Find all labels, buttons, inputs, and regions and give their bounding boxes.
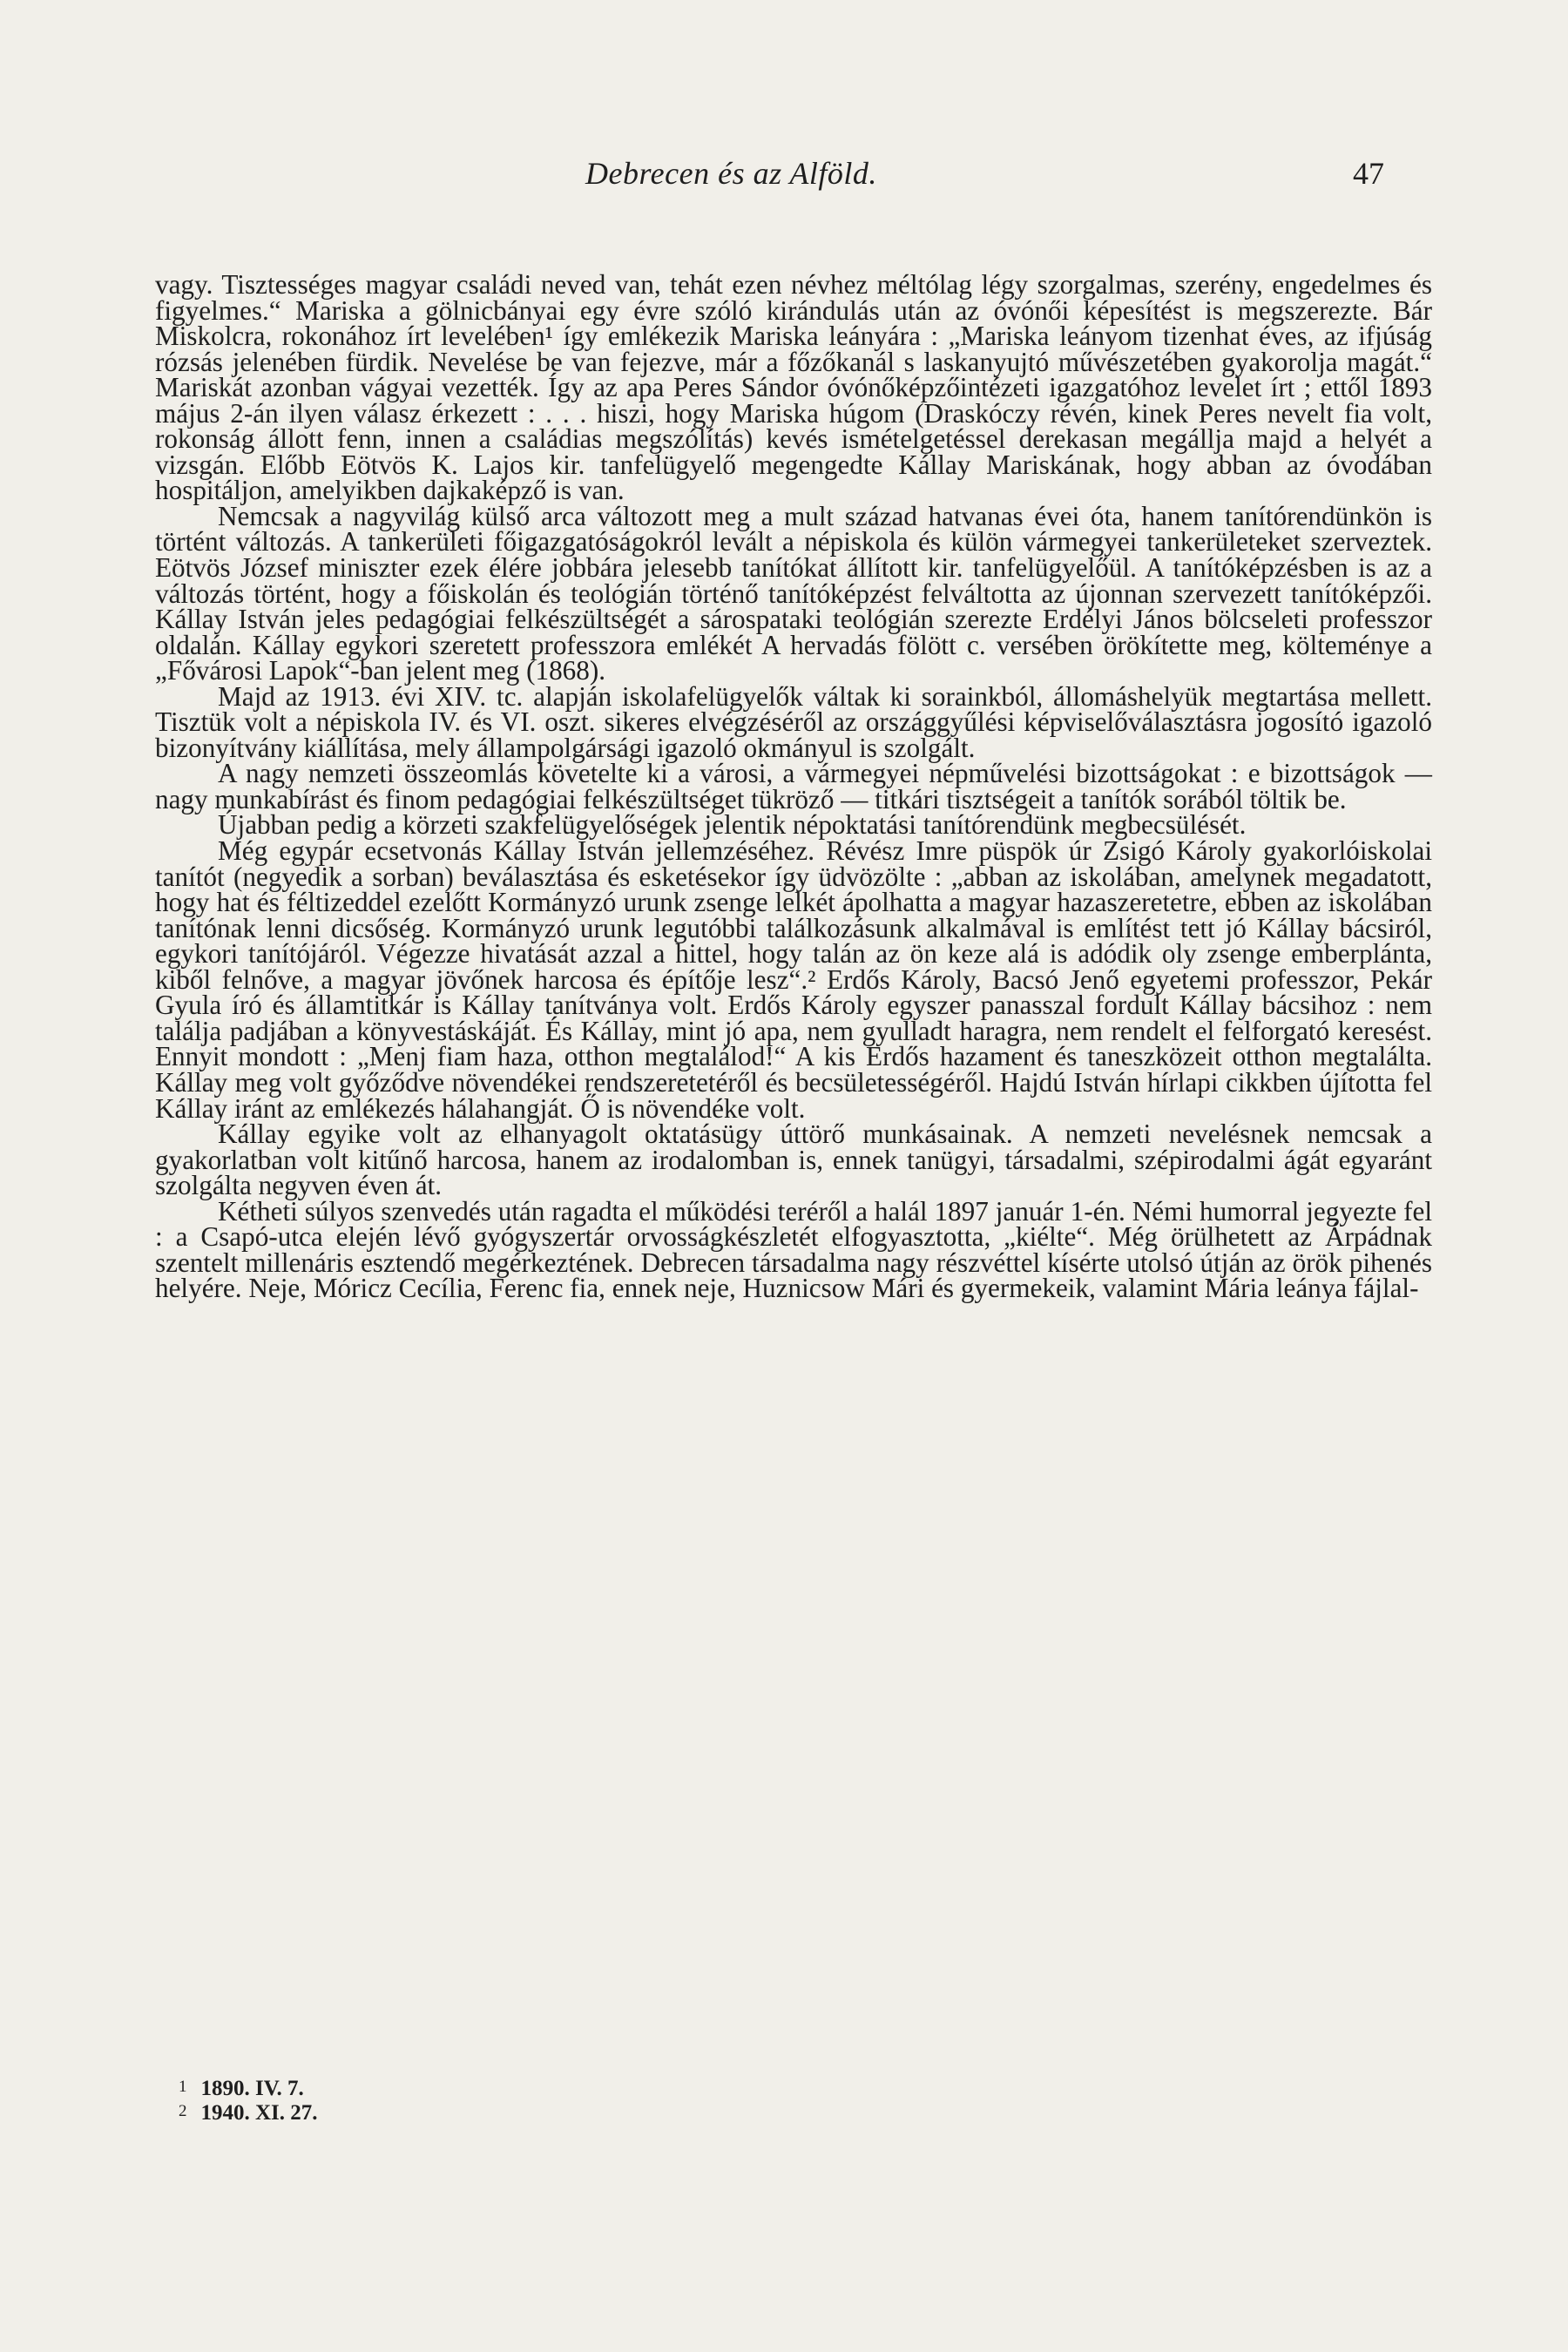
- paragraph-4: A nagy nemzeti összeomlás követelte ki a városi, a vármegyei népművelési bizottságokat : e bizottságok — nagy munkabírást és finom pedagógiai felkészültséget tükröző — titkári tisztségeit a tanítók sorából töltik be.: [155, 758, 1432, 814]
- footnote-text: 1890. IV. 7.: [200, 2077, 304, 2100]
- paragraph-7: Kállay egyike volt az elhanyagolt oktatásügy úttörő munkásainak. A nemzeti nevelésnek nemcsak a gyakorlatban volt kitűnő harcosa, hanem az irodalomban is, ennek tanügyi, társadalmi, szépirodalmi ágát egyaránt szolgálta negyven éven át.: [155, 1119, 1432, 1201]
- body-text: [155, 269, 1432, 1304]
- footnote-mark: 1: [179, 2078, 187, 2096]
- footnote-2: [179, 2101, 318, 2126]
- footnotes: [179, 2077, 318, 2126]
- paragraph-1: vagy. Tisztességes magyar családi neved van, tehát ezen névhez méltólag légy szorgalmas, szerény, engedelmes és figyelmes.“ Mariska a gölnicbányai egy évre szóló kirándulás után az óvónői képesítést is megszerezte. Bár Miskolcra, rokonához írt levelében¹ így emlékezik Mariska leányára : „Mariska leányom tizenhat éves, az ifjúság rózsás jelenében fürdik. Nevelése be van fejezve, már a főzőkanál s laskanyujtó művészetében gyakorolja magát.“ Mariskát azonban vágyai vezették. Így az apa Peres Sándor óvónőképzőintézeti igazgatóhoz levelet írt ; ettől 1893 május 2-án ilyen válasz érkezett : . . . hiszi, hogy Mariska húgom (Draskóczy révén, kinek Peres nevelt fia volt, rokonság állott fenn, innen a családias megszólítás) kevés ismételgetéssel derekasan megállja majd a helyét a vizsgán. Előbb Eötvös K. Lajos kir. tanfelügyelő megengedte Kállay Mariskának, hogy abban az óvodában hospitáljon, amelyikben dajkaképző is van.: [155, 269, 1432, 506]
- paragraph-6: Még egypár ecsetvonás Kállay István jellemzéséhez. Révész Imre püspök úr Zsigó Károly gyakorlóiskolai tanítót (negyedik a sorban) beválasztása és esketésekor így üdvözölte : „abban az iskolában, amelynek megadatott, hogy hat és féltizeddel ezelőtt Kormányzó urunk zsenge lelkét ápolhatta a magyar hazaszeretetre, ebben az iskolában tanítónak lenni dicsőség. Kormányzó urunk legutóbbi találkozásunk alkalmával is említést tett jó Kállay bácsiról, egykori tanítójáról. Végezze hivatását azzal a hittel, hogy talán az ön keze alá is adódik oly zsenge emberplánta, kiből felnőve, a magyar jövőnek harcosa és építője lesz“.² Erdős Károly, Bacsó Jenő egyetemi professzor, Pekár Gyula író és államtitkár is Kállay tanítványa volt. Erdős Károly egyszer panasszal fordult Kállay bácsihoz : nem találja padjában a könyvestáskáját. És Kállay, mint jó apa, nem gyulladt haragra, nem rendelt el felforgató keresést. Ennyit mondott : „Menj fiam haza, otthon megtalálod!“ A kis Erdős hazament és taneszközeit otthon megtalálta. Kállay meg volt győződve növendékei rendszeretetéről és becsületességéről. Hajdú István hírlapi cikkben újította fel Kállay iránt az emlékezés hálahangját. Ő is növendéke volt.: [155, 835, 1432, 1124]
- footnote-mark: 2: [179, 2102, 187, 2120]
- header-title: Debrecen és az Alföld.: [585, 156, 877, 191]
- paragraph-8: Kétheti súlyos szenvedés után ragadta el működési teréről a halál 1897 január 1-én. Némi humorral jegyezte fel : a Csapó-utca elején lévő gyógyszertár orvosságkészletét elfogyasztotta, „kiélte“. Még örülhetett az Árpádnak szentelt millenáris esztendő megérkeztének. Debrecen társadalma nagy részvéttel kísérte utolsó útján az örök pihenés helyére. Neje, Móricz Cecília, Ferenc fia, ennek neje, Huznicsow Mári és gyermekeik, valamint Mária leánya fájlal-: [155, 1195, 1432, 1304]
- paragraph-3: Majd az 1913. évi XIV. tc. alapján iskolafelügyelők váltak ki sorainkból, állomáshelyük megtartása mellett. Tisztük volt a népiskola IV. és VI. oszt. sikeres elvégzéséről az országgyűlési képviselőválasztásra jogosító igazoló bizonyítvány kiállítása, mely állampolgársági igazoló okmányul is szolgált.: [155, 680, 1432, 763]
- paragraph-2: Nemcsak a nagyvilág külső arca változott meg a mult század hatvanas évei óta, hanem tanítórendünkön is történt változás. A tankerületi főigazgatóságokról levált a népiskola és külön vármegyei tankerületeket szerveztek. Eötvös József miniszter ezek élére jobbára jelesebb tanítókat állított kir. tanfelügyelőül. A tanítóképzésben is az a változás történt, hogy a főiskolán és teológián történő tanítóképzést felváltotta az újonnan szervezett tanítóképzői. Kállay István jeles pedagógiai felkészültségét a sárospataki teológián szerezte Erdélyi János bölcseleti professzor oldalán. Kállay egykori szeretett professzora emlékét A hervadás fölött c. versében örökítette meg, költeménye a „Fővárosi Lapok“-ban jelent meg (1868).: [155, 500, 1432, 686]
- paragraph-5: Újabban pedig a körzeti szakfelügyelőségek jelentik népoktatási tanítórendünk megbecsülését.: [218, 809, 1247, 841]
- footnote-text: 1940. XI. 27.: [200, 2101, 318, 2125]
- page-number: 47: [1353, 156, 1384, 191]
- running-header: [0, 155, 1568, 199]
- footnote-1: [179, 2077, 318, 2101]
